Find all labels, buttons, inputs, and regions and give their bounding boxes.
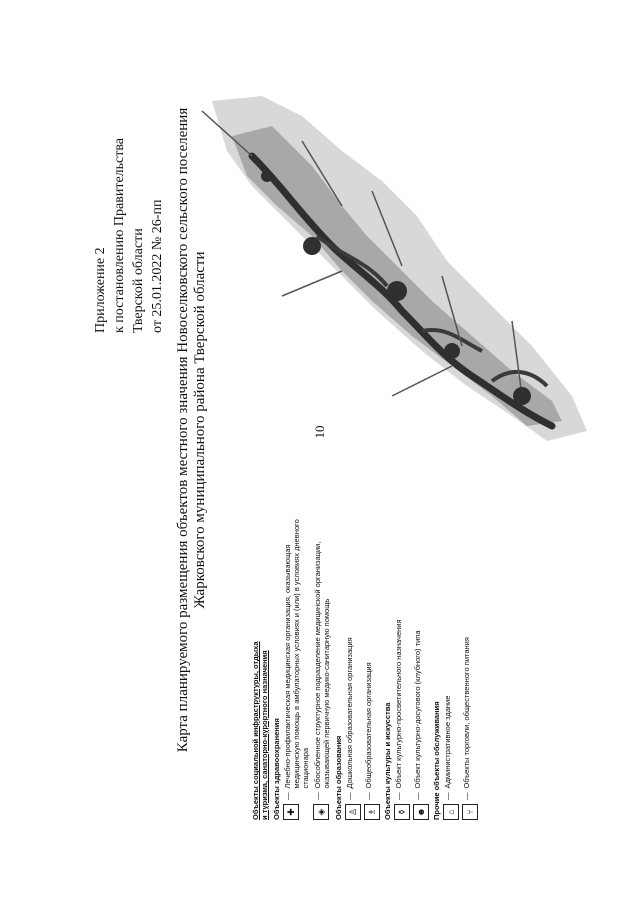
building-icon: ⌂ [443, 804, 459, 820]
legend-dash: — [345, 792, 354, 800]
map-area-medium [232, 126, 562, 426]
appendix-line-3: Тверской области [131, 228, 146, 333]
legend-text: Общеобразовательная организация [364, 662, 373, 789]
legend-dash: — [394, 792, 403, 800]
legend-item [462, 500, 478, 820]
settlement-blob [387, 281, 407, 301]
bottle-icon: ⚱ [394, 804, 410, 820]
legend-text: Обособленное структурное подразделение медицинской организации, оказывающей первичную медико-санитарную помощь [313, 541, 331, 789]
child-icon: ♙ [345, 804, 361, 820]
utensils-icon: ⑂ [462, 804, 478, 820]
legend-title [251, 500, 269, 820]
legend-text: Лечебно-профилактическая медицинская организация, оказывающая медицинскую помощь в амбулаторных условиях и (или) в условиях дневного стационара [283, 519, 310, 789]
legend-text: Объект культурно-досугового (клубного) типа [413, 630, 422, 789]
legend-dash: — [313, 792, 322, 800]
legend-item [413, 500, 429, 820]
legend-item [364, 500, 380, 820]
legend-section-service: Прочие объекты обслуживания [432, 701, 441, 820]
page-number: 10 [312, 425, 327, 439]
settlement-blob [444, 343, 460, 359]
legend-dash: — [413, 792, 422, 800]
legend-item [313, 500, 331, 820]
cross-icon: ✚ [283, 804, 299, 820]
appendix-note [91, 33, 167, 333]
appendix-line-1: Приложение 2 [93, 247, 108, 333]
legend-text: Дошкольная образовательная организация [345, 637, 354, 789]
legend-text: Объект культурно-просветительного назначения [394, 619, 403, 789]
legend-section-health: Объекты здравоохранения [272, 718, 281, 820]
settlement-blob [513, 387, 531, 405]
map-title-line-1: Карта планируемого размещения объектов местного значения Новоселковского сельского поселения [175, 107, 191, 753]
legend-dash: — [364, 792, 373, 800]
settlement-map [192, 96, 592, 441]
legend-title-line-1: Объекты социальной инфраструктуры, отдыха [251, 641, 260, 820]
legend-item [394, 500, 410, 820]
appendix-line-4: от 25.01.2022 № 26-пп [150, 199, 165, 333]
map-legend [251, 500, 533, 820]
legend-text: Объекты торговли, общественного питания [462, 637, 471, 789]
legend-dash: — [443, 792, 452, 800]
legend-item [283, 500, 310, 820]
legend-section-culture: Объекты культуры и искусства [383, 702, 392, 820]
map-graphic [192, 96, 592, 441]
legend-section-education: Объекты образования [334, 735, 343, 820]
legend-item [345, 500, 361, 820]
legend-item [443, 500, 459, 820]
diamond-cross-icon: ◈ [313, 804, 329, 820]
appendix-line-2: к постановлению Правительства [112, 137, 127, 333]
legend-dash: — [283, 792, 292, 800]
settlement-blob [303, 237, 321, 255]
settlement-blob [261, 170, 273, 182]
map-title-line-2: Жарковского муниципального района Тверской области [192, 251, 208, 609]
legend-title-line-2: и туризма, санаторно-курортного назначения [260, 650, 269, 820]
mask-icon: ☻ [413, 804, 429, 820]
legend-dash: — [462, 792, 471, 800]
student-icon: ♗ [364, 804, 380, 820]
legend-text: Административное здание [443, 695, 452, 789]
